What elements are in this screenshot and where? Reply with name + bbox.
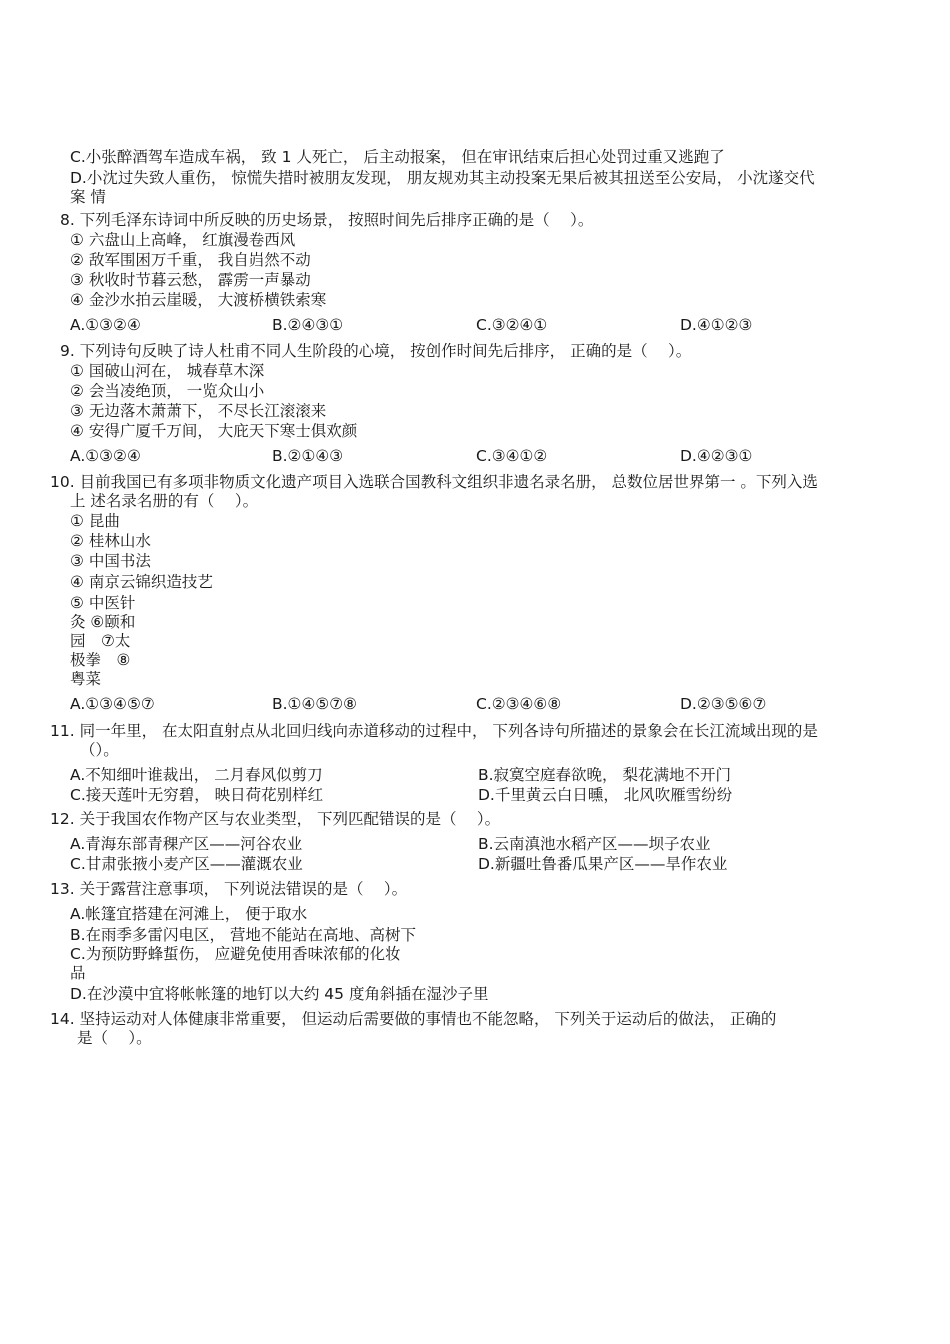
q10-option-c: C.②③④⑥⑧ xyxy=(476,695,562,713)
q10-option-b: B.①④⑤⑦⑧ xyxy=(272,695,358,713)
q7-option-d-line2: 案 情 xyxy=(70,188,106,206)
q9-option-b: B.②①④③ xyxy=(272,447,344,465)
q10-option-a: A.①③④⑤⑦ xyxy=(70,695,155,713)
q10-item: ③ 中国书法 xyxy=(70,552,151,570)
q12-option-d: D.新疆吐鲁番瓜果产区——旱作农业 xyxy=(478,855,728,873)
q12-option-c: C.甘肃张掖小麦产区——灌溉农业 xyxy=(70,855,303,873)
q9-item: ② 会当凌绝顶， 一览众山小 xyxy=(70,382,265,400)
q9-option-d: D.④②③① xyxy=(680,447,753,465)
q13-option-c: C.为预防野蜂蜇伤， 应避免使用香味浓郁的化妆 xyxy=(70,945,401,963)
q8-option-c: C.③②④① xyxy=(476,316,548,334)
q10-item: ④ 南京云锦织造技艺 xyxy=(70,573,213,591)
q10-item: 极拳 ⑧ xyxy=(70,651,131,669)
q9-option-a: A.①③②④ xyxy=(70,447,141,465)
q7-option-d-line1: D.小沈过失致人重伤， 惊慌失措时被朋友发现， 朋友规劝其主动投案无果后被其扭送至公安局， 小沈遂交代 xyxy=(70,169,815,187)
q10-item: 灸 ⑥颐和 xyxy=(70,613,136,631)
q9-stem: 9. 下列诗句反映了诗人杜甫不同人生阶段的心境， 按创作时间先后排序， 正确的是（ ）。 xyxy=(60,342,692,360)
q10-item: 粤菜 xyxy=(70,670,102,688)
q11-option-b: B.寂寞空庭春欲晚， 梨花满地不开门 xyxy=(478,766,731,784)
q9-option-c: C.③④①② xyxy=(476,447,548,465)
q13-option-c-wrap: 品 xyxy=(70,964,86,982)
q14-stem-line2: 是（ ）。 xyxy=(77,1029,152,1047)
q11-option-d: D.千里黄云白日曛， 北风吹雁雪纷纷 xyxy=(478,786,733,804)
q8-option-a: A.①③②④ xyxy=(70,316,141,334)
q10-stem-line1: 10. 目前我国已有多项非物质文化遗产项目入选联合国教科文组织非遗名录名册， 总数位居世界第一 。下列入选 xyxy=(50,473,818,491)
q8-option-b: B.②④③① xyxy=(272,316,344,334)
q10-item: 园 ⑦太 xyxy=(70,632,131,650)
q8-item: ④ 金沙水拍云崖暖， 大渡桥横铁索寒 xyxy=(70,291,327,309)
q8-item: ③ 秋收时节暮云愁， 霹雳一声暴动 xyxy=(70,271,311,289)
q14-stem-line1: 14. 坚持运动对人体健康非常重要， 但运动后需要做的事情也不能忽略， 下列关于运动后的做法， 正确的 xyxy=(50,1010,777,1028)
q12-option-a: A.青海东部青稞产区——河谷农业 xyxy=(70,835,303,853)
q12-stem: 12. 关于我国农作物产区与农业类型， 下列匹配错误的是（ ）。 xyxy=(50,810,501,828)
q10-item: ② 桂林山水 xyxy=(70,532,151,550)
q13-stem: 13. 关于露营注意事项， 下列说法错误的是（ ）。 xyxy=(50,880,408,898)
q11-stem-line2: （）。 xyxy=(80,741,119,759)
q10-stem-line2: 上 述名录名册的有（ ）。 xyxy=(70,492,259,510)
q8-item: ② 敌军围困万千重， 我自岿然不动 xyxy=(70,251,311,269)
q10-item: ⑤ 中医针 xyxy=(70,594,136,612)
q12-option-b: B.云南滇池水稻产区——坝子农业 xyxy=(478,835,711,853)
q11-stem-line1: 11. 同一年里， 在太阳直射点从北回归线向赤道移动的过程中， 下列各诗句所描述的景象会在长江流域出现的是 xyxy=(50,722,818,740)
q11-option-c: C.接天莲叶无穷碧， 映日荷花别样红 xyxy=(70,786,324,804)
q11-option-a: A.不知细叶谁裁出， 二月春风似剪刀 xyxy=(70,766,323,784)
q13-option-b: B.在雨季多雷闪电区， 营地不能站在高地、高树下 xyxy=(70,926,416,944)
q8-stem: 8. 下列毛泽东诗词中所反映的历史场景， 按照时间先后排序正确的是（ ）。 xyxy=(60,211,594,229)
q9-item: ④ 安得广厦千万间， 大庇天下寒士俱欢颜 xyxy=(70,422,358,440)
q8-option-d: D.④①②③ xyxy=(680,316,753,334)
q10-item: ① 昆曲 xyxy=(70,512,120,530)
q7-option-c: C.小张醉酒驾车造成车祸， 致 1 人死亡， 后主动报案， 但在审讯结束后担心处罚过重又逃跑了 xyxy=(70,148,725,166)
q9-item: ③ 无边落木萧萧下， 不尽长江滚滚来 xyxy=(70,402,327,420)
q8-item: ① 六盘山上高峰， 红旗漫卷西风 xyxy=(70,231,296,249)
q13-option-a: A.帐篷宜搭建在河滩上， 便于取水 xyxy=(70,905,308,923)
q13-option-d: D.在沙漠中宜将帐帐篷的地钉以大约 45 度角斜插在湿沙子里 xyxy=(70,985,489,1003)
q10-option-d: D.②③⑤⑥⑦ xyxy=(680,695,767,713)
q9-item: ① 国破山河在， 城春草木深 xyxy=(70,362,265,380)
